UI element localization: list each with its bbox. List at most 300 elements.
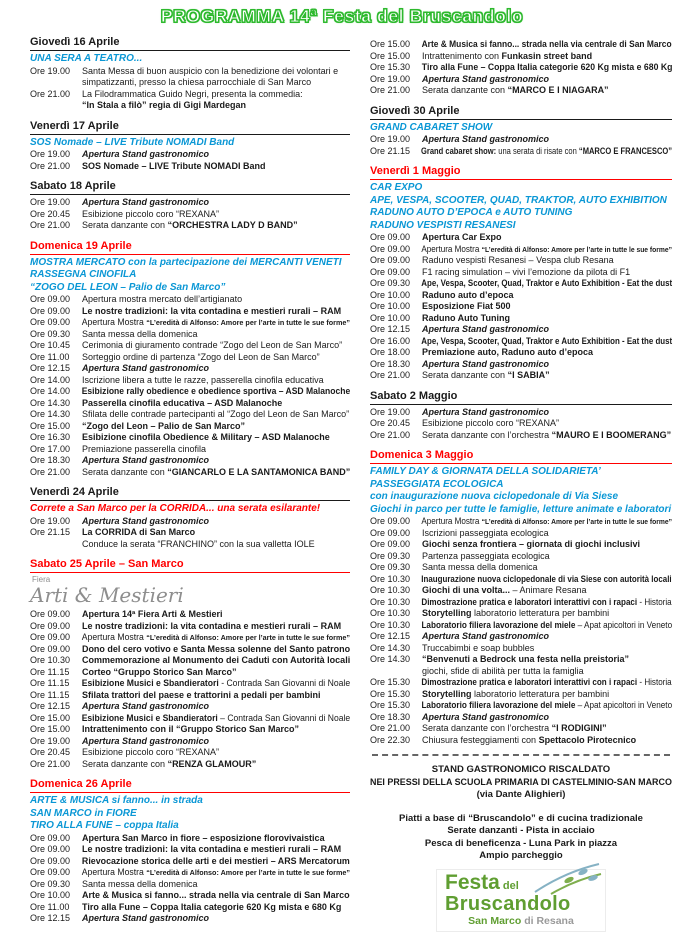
text-segment: Premiazione auto, Raduno auto d’epoca [422,347,594,357]
text-segment: Commemorazione al Monumento dei Caduti con Autorità locali [82,655,351,665]
footer-line: Serate danzanti - Pista in acciaio [447,825,595,836]
text-segment: Apertura Mostra [81,317,147,327]
event-text [416,562,672,574]
text-segment: “MARCO E I NIAGARA” [507,85,609,95]
text-segment: Apertura San Marco in fiore – esposizione florovivaistica [82,832,325,843]
event-row [370,267,672,279]
text-segment: Apertura Stand gastronomico [422,358,550,369]
event-text [76,516,350,528]
event-text [76,467,349,479]
day-header: Venerdì 17 Aprile [30,120,350,135]
event-time: Ore 11.15 [30,678,70,688]
event-time: Ore 20.45 [30,208,71,219]
text-segment: Le nostre tradizioni: la vita contadina e mestieri rurali – RAM [82,305,342,316]
event-text [76,867,351,879]
event-text [76,149,350,161]
text-segment: Apertura Stand gastronomico [82,701,210,711]
event-text [416,666,672,678]
event-time: Ore 15.00 [30,420,71,431]
section-subtitle: UNA SERA A TEATRO... [30,53,143,64]
event-time: Ore 09.00 [370,243,411,254]
event-time: Ore 19.00 [370,406,411,417]
event-row [30,329,350,341]
logo-text-di-resana: di Resana [521,914,574,927]
event-time: Ore 19.00 [30,197,71,207]
text-segment: Le nostre tradizioni: la vita contadina e mestieri rurali – RAM [82,844,342,854]
event-row [370,85,672,97]
event-time: Ore 14.30 [370,654,411,664]
event-row [30,340,350,352]
event-text [76,902,350,914]
day-header: Domenica 26 Aprile [30,778,350,793]
event-text [416,608,672,620]
text-segment: Giochi senza frontiera – giornata di giochi inclusivi [422,539,641,549]
event-text [416,267,672,279]
event-text [76,220,350,232]
logo-text-bruscandolo: Bruscandolo [445,892,571,915]
event-row [370,551,672,563]
text-segment: Serata danzante con [82,220,168,230]
text-segment: “L’eredità di Alfonso: Amore per l’arte in tutte le sue forme” [146,868,351,877]
text-segment: La Filodrammatica Guido Negri, presenta la commedia: [82,88,303,99]
footer [370,764,672,932]
text-segment: Rievocazione storica delle arti e dei mestieri – ARS Mercatorum [81,855,350,866]
event-time: Ore 09.00 [370,255,411,265]
event-row [370,608,672,620]
event-text [416,712,672,724]
event-text [76,209,350,221]
event-row [370,689,672,701]
event-time: Ore 11.15 [30,666,70,677]
event-text [416,689,672,701]
event-text [416,735,672,747]
text-segment: Esibizione piccolo coro “REXANA” [422,418,560,428]
event-text [416,585,672,597]
text-segment: Storytelling [422,608,475,618]
event-time: Ore 09.00 [30,632,71,642]
event-row [370,290,672,302]
event-time: Ore 21.15 [30,527,71,537]
text-segment: Inaugurazione nuova ciclopedonale di via Siese con autorità locali [421,573,672,584]
text-segment: Dimostrazione pratica e laboratori interattivi con i rapaci [421,596,640,607]
event-row [30,678,350,690]
event-row [370,654,672,666]
event-time: Ore 09.00 [30,832,71,843]
event-row [30,421,350,433]
event-row [370,134,672,146]
event-text [76,432,350,444]
event-row [370,232,672,244]
text-segment: Serata danzante con [422,85,508,95]
day-header: Giovedì 30 Aprile [370,105,672,120]
event-time: Ore 09.30 [30,878,71,889]
text-segment: Serata danzante con l’orchestra [422,723,552,733]
text-segment: Santa messa della domenica [82,328,198,339]
event-row [30,667,350,679]
event-row [370,278,672,290]
text-segment: Raduno vespisti Resanesi – Vespa club Resana [422,255,614,265]
text-segment: Giochi di una volta... [422,585,513,595]
text-segment: Arte & Musica si fanno... strada nella via centrale di San Marco [421,39,672,49]
event-time: Ore 14.30 [30,397,71,408]
event-row [30,724,350,736]
event-time: Ore 10.30 [370,596,411,607]
text-segment: “L’eredità di Alfonso: Amore per l’arte in tutte le sue forme” [146,633,351,642]
event-text [416,145,673,158]
left-column [30,36,350,932]
event-text [416,723,672,735]
event-time: Ore 21.00 [370,429,411,440]
event-time: Ore 10.30 [30,655,71,665]
event-row [30,902,350,914]
event-text [416,539,672,551]
text-segment: “RENZA GLAMOUR” [167,758,257,769]
section-subtitle: GRAND CABARET SHOW [370,121,493,133]
event-time: Ore 19.00 [30,149,71,159]
section-subtitle: Giochi in parco per tutte le famiglie, letture animate e laboratori [370,503,672,515]
text-segment: F1 racing simulation – vivi l’emozione da pilota di F1 [422,266,631,277]
event-row [30,833,350,845]
text-segment: Cerimonia di giuramento contrade “Zogo del Leon de San Marco” [82,340,343,350]
event-text [76,690,350,702]
text-segment: Esibizione cinofila Obedience & Military – ASD Malanoche [82,432,330,442]
event-text [76,329,350,341]
event-time: Ore 19.00 [370,73,411,84]
logo-text-san-marco: San Marco [468,914,522,927]
event-text [76,736,350,748]
event-row [30,516,350,528]
section-subtitle: FAMILY DAY & GIORNATA DELLA SOLIDARIETA’ [370,466,601,477]
event-time: Ore 10.00 [30,890,71,900]
text-segment: Apertura Stand gastronomico [82,197,210,207]
event-text [416,359,672,371]
text-segment: Arte & Musica si fanno... strada nella via centrale di San Marco [82,890,350,900]
text-segment: Esposizione Fiat 500 [422,301,511,311]
event-text [76,306,350,318]
text-segment: Tiro alla Fune – Coppa Italia categorie 620 Kg mista e 680 Kg [421,62,673,72]
event-row [30,375,350,387]
text-segment: Apertura Mostra [421,243,482,254]
event-text [416,313,672,325]
event-time: Ore 12.15 [370,324,411,334]
event-time: Ore 15.00 [30,712,71,723]
text-segment: Apertura Stand gastronomico [82,455,210,465]
event-text [416,619,673,632]
event-row [370,735,672,747]
event-row [370,301,672,313]
section-subtitle: SOS Nomade – LIVE Tribute NOMADI Band [30,136,235,148]
text-segment: Corteo “Gruppo Storico San Marco” [82,666,237,677]
text-segment: Chiusura festeggiamenti con [422,734,539,745]
day-header: Giovedì 16 Aprile [30,36,350,51]
event-time: Ore 09.00 [370,266,411,277]
event-text [76,712,351,725]
text-segment: Apertura Stand gastronomico [82,515,210,526]
event-row [30,690,350,702]
event-text [76,317,351,329]
text-segment: Dimostrazione pratica e laboratori interattivi con i rapaci [421,677,640,687]
event-time: Ore 09.30 [370,278,411,288]
event-time: Ore 21.00 [370,723,411,733]
event-row [30,759,350,771]
text-segment: SOS Nomade – LIVE Tribute NOMADI Band [82,160,266,171]
fiera-arti-mestieri-logo [30,575,350,606]
text-segment: Raduno Auto Tuning [422,312,510,323]
event-row [30,609,350,621]
event-time: Ore 15.30 [370,688,411,699]
event-text [76,632,351,644]
event-text [416,232,672,244]
event-row [370,562,672,574]
text-segment: Grand cabaret show: [421,145,499,156]
event-row [30,386,350,398]
event-row [30,913,350,925]
event-text [416,134,672,146]
event-text [416,370,672,382]
text-segment: Tiro alla Fune – Coppa Italia categorie 620 Kg mista e 680 Kg [82,901,342,912]
event-time: Ore 12.15 [30,701,71,711]
text-segment: giochi, sfide di abilità per tutta la famiglia [422,665,584,676]
text-segment: Apertura Stand gastronomico [422,134,550,144]
event-row [30,161,350,173]
text-segment: Le nostre tradizioni: la vita contadina e mestieri rurali – RAM [82,620,342,631]
text-segment: Iscrizione libera a tutte le razze, passerella cinofila educativa [82,374,324,385]
event-time: Ore 09.00 [30,620,71,631]
event-row [370,539,672,551]
event-time: Ore 14.30 [370,642,411,653]
event-row [30,409,350,421]
text-segment: Partenza passeggiata ecologica [422,550,550,561]
hop-sprig-icon [525,862,603,896]
section-subtitle: con inaugurazione nuova ciclopedonale di Via Siese [370,491,619,502]
event-text [76,386,351,398]
text-segment: Apertura Stand gastronomico [82,149,210,159]
event-time: Ore 10.30 [370,608,411,618]
event-text [416,418,672,430]
section-subtitle: ARTE & MUSICA si fanno... in strada [30,795,203,806]
right-column [370,36,672,932]
event-row [30,220,350,232]
event-text [416,654,672,666]
event-text [76,724,350,736]
event-row [370,677,672,689]
event-row [30,527,350,539]
day-header: Domenica 19 Aprile [30,240,350,255]
event-time: Ore 12.15 [30,913,71,923]
text-segment: Sorteggio ordine di partenza “Zogo del Leon de San Marco” [82,351,320,362]
event-time: Ore 11.15 [30,689,70,700]
text-segment: “L’eredità di Alfonso: Amore per l’arte in tutte le sue forme” [481,517,673,526]
event-time: Ore 19.00 [30,65,71,76]
event-row [30,209,350,221]
event-time: Ore 11.00 [30,351,70,362]
text-segment: Dono del cero votivo e Santa Messa solenne del Santo patrono [81,643,351,654]
event-row [30,66,350,89]
text-segment: Conduce la serata “FRANCHINO” con la sua valletta IOLE [82,538,315,549]
event-text [76,701,350,713]
section-subtitle: RASSEGNA CINOFILA [30,269,137,280]
event-row [370,528,672,540]
text-segment: – Animare Resana [512,585,587,595]
event-time: Ore 19.00 [30,735,71,746]
event-time: Ore 11.00 [30,901,70,912]
text-segment: Santa Messa di buon auspicio con la benedizione dei volontari e simpatizzanti, presso la chiesa parrocchiale di San Marco [82,65,339,87]
event-row [370,146,672,158]
text-segment: Intrattenimento con il “Gruppo Storico San Marco” [82,724,300,734]
bruscandolo-logo [436,869,606,932]
event-text [76,667,350,679]
event-text [416,324,672,336]
text-segment: Ape, Vespa, Scooter, Quad, Traktor e Auto Exhibition - Eat the dust [421,278,673,288]
event-time: Ore 09.30 [30,328,71,339]
logo-text-festa: Festa [445,870,500,894]
text-segment: Esibizione Musici e Sbandieratori [81,678,219,688]
text-segment: Serata danzante con [82,758,168,769]
event-text [76,421,350,433]
section-subtitle: APE, VESPA, SCOOTER, QUAD, TRAKTOR, AUTO EXHIBITION [370,194,667,206]
event-row [370,620,672,632]
event-row [30,149,350,161]
text-segment: Apertura Stand gastronomico [82,913,210,923]
event-time: Ore 17.00 [30,443,71,454]
event-text [76,747,350,759]
text-segment: Esibizione rally obedience e obedience sportiva – ASD Malanoche [81,386,351,396]
event-time: Ore 09.30 [370,562,411,572]
event-time: Ore 09.00 [30,643,71,654]
text-segment: laboratorio letteratura per bambini [474,688,610,699]
event-row [30,294,350,306]
event-row [30,879,350,891]
event-row [30,844,350,856]
text-segment: “L’eredità di Alfonso: Amore per l’arte in tutte le sue forme” [481,244,673,254]
event-text [76,539,350,551]
event-row [370,324,672,336]
footer-line: Pesca di beneficenza - Luna Park in piazza [424,837,618,849]
event-row [30,398,350,410]
event-row [30,467,350,479]
event-row [30,701,350,713]
event-time: Ore 15.30 [370,62,411,72]
event-text [416,573,672,586]
event-row [370,244,672,256]
event-continuation-row [30,539,350,551]
day-header: Venerdì 1 Maggio [370,165,672,180]
event-time [30,539,76,551]
event-continuation-row [30,100,350,112]
event-text [76,609,350,621]
footer-line: NEI PRESSI DELLA SCUOLA PRIMARIA DI CASTELMINIO-SAN MARCO [370,776,672,788]
text-segment: Apertura Stand gastronomico [422,711,550,722]
event-time: Ore 09.00 [30,317,71,327]
page-title: PROGRAMMA 14ª Festa del Bruscandolo [160,6,524,26]
text-segment: Passerella cinofila educativa – ASD Malanoche [82,397,283,408]
event-text [416,255,672,267]
event-row [370,723,672,735]
event-time: Ore 09.00 [30,294,71,304]
event-text [76,409,350,421]
event-time: Ore 21.15 [370,145,411,156]
event-row [30,621,350,633]
text-segment: “GIANCARLO E LA SANTAMONICA BAND” [167,466,351,477]
event-row [370,574,672,586]
event-time: Ore 10.00 [370,312,411,323]
event-row [30,363,350,375]
event-time: Ore 20.45 [30,747,71,757]
event-row [370,643,672,655]
text-segment: “L’eredità di Alfonso: Amore per l’arte in tutte le sue forme” [146,318,351,327]
event-continuation-row [370,666,672,678]
event-row [370,62,672,74]
event-time: Ore 09.00 [30,305,71,316]
event-text [76,294,350,306]
text-segment: Apertura Stand gastronomico [422,631,550,641]
text-segment: “MARCO E FRANCESCO” [578,145,673,156]
event-text [76,161,350,173]
text-segment: laboratorio letteratura per bambini [474,608,610,618]
text-segment: una serata di risate con [498,145,579,156]
text-segment: Funkasin street band [501,50,593,61]
day-header: Domenica 3 Maggio [370,449,672,464]
text-segment: Apertura Car Expo [422,232,502,242]
event-time: Ore 14.00 [30,386,71,396]
event-time: Ore 10.30 [370,573,411,584]
event-text [416,528,672,540]
event-row [370,516,672,528]
text-segment: Laboratorio filiera lavorazione del miele [421,700,578,710]
fiera-logo-small-text: Fiera [32,575,51,584]
text-segment: La CORRIDA di San Marco [82,527,196,537]
text-segment: Apertura Stand gastronomico [422,324,550,334]
event-text [76,363,350,375]
text-segment: Raduno auto d’epoca [422,289,514,300]
event-text [416,39,672,51]
text-segment: - Historia [639,596,672,607]
event-time: Ore 09.00 [370,539,411,549]
text-segment: Apertura Mostra [421,516,482,526]
event-text [76,655,350,667]
text-segment: - Historia [639,677,672,687]
event-text [416,631,672,643]
event-text [416,430,672,442]
event-text [76,375,350,387]
event-row [370,74,672,86]
text-segment: Apertura mostra mercato dell’artigianato [82,294,243,304]
event-text [76,197,350,209]
event-time: Ore 09.30 [370,550,411,561]
text-segment: Sfilata delle contrade partecipanti al “Zogo del Leon de San Marco” [82,409,350,419]
event-row [370,631,672,643]
event-row [30,644,350,656]
footer-spacer [370,802,672,813]
day-header: Sabato 18 Aprile [30,180,350,195]
text-segment: “MAURO E I BOOMERANG” [551,429,672,440]
event-text [76,100,350,112]
text-segment: Apertura Stand gastronomico [422,73,550,84]
event-row [370,585,672,597]
event-row [30,197,350,209]
text-segment: Intrattenimento con [422,50,502,61]
logo-line-san-marco [445,915,597,927]
event-text [416,74,672,86]
event-text [416,335,673,348]
text-segment: Apertura Mostra [81,867,147,877]
event-text [76,352,350,364]
event-row [30,444,350,456]
event-text [416,643,672,655]
event-row [370,407,672,419]
event-row [370,255,672,267]
event-row [370,359,672,371]
